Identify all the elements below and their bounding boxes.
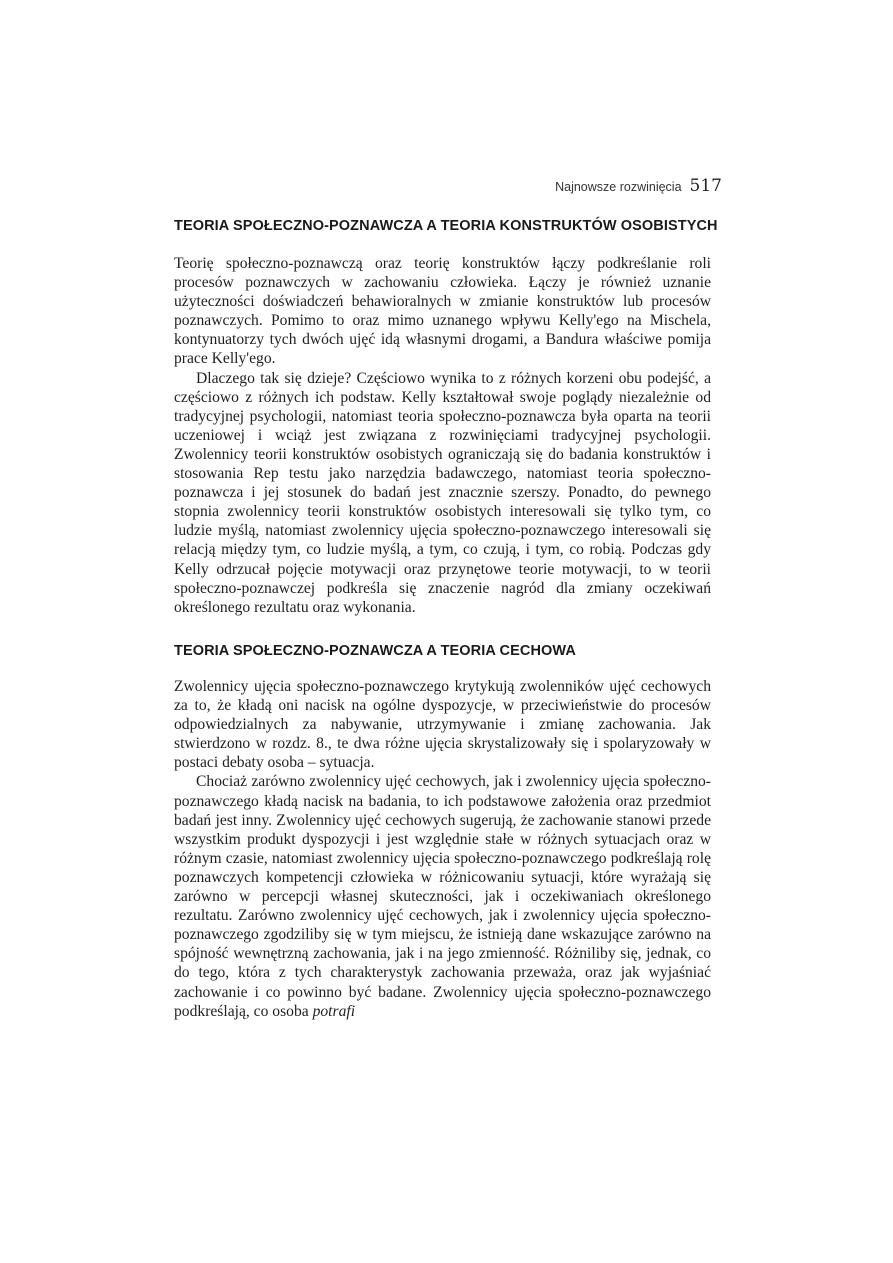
page-number: 517	[689, 176, 722, 196]
paragraph: Dlaczego tak się dzieje? Częściowo wynika to z różnych korzeni obu podejść, a częściowo z różnych ich podstaw. Kelly kształtował swoje poglądy niezależnie od tradycyjnej psychologii, natomiast teoria społeczno-poznawcza była oparta na teorii uczeniowej i wciąż jest związana z rozwinięciami tradycyjnej psychologii. Zwolennicy teorii konstruktów osobistych ograniczają się do badania konstruktów i stosowania Rep testu jako narzędzia badawczego, natomiast teoria społeczno-poznawcza i jej stosunek do badań jest znacznie szerszy. Ponadto, do pewnego stopnia zwolennicy teorii konstruktów osobistych interesowali się tylko tym, co ludzie myślą, natomiast zwolennicy ujęcia społeczno-poznawczego interesowali się relacją między tym, co ludzie myślą, a tym, co czują, i tym, co robią. Podczas gdy Kelly odrzucał pojęcie motywacji oraz przynętowe teorie motywacji, to w teorii społeczno-poznawczej podkreśla się znaczenie nagród dla zmiany oczekiwań określonego rezultatu oraz wykonania.	[174, 369, 711, 616]
paragraph-with-italic-ending	[174, 772, 711, 1020]
section-heading-personal-constructs: TEORIA SPOŁECZNO-POZNAWCZA A TEORIA KONSTRUKTÓW OSOBISTYCH	[174, 218, 718, 234]
section-body-trait-theory	[174, 677, 711, 1021]
section-body-personal-constructs	[174, 254, 711, 617]
running-header	[174, 176, 722, 196]
running-title: Najnowsze rozwinięcia	[555, 180, 682, 194]
paragraph-text: Chociaż zarówno zwolennicy ujęć cechowych, jak i zwolennicy ujęcia społeczno-poznawczego kładą nacisk na badania, to ich podstawowe założenia oraz przedmiot badań jest inny. Zwolennicy ujęć cechowych sugerują, że zachowanie stanowi przede wszystkim produkt dyspozycji i jest względnie stałe w różnych sytuacjach oraz w różnym czasie, natomiast zwolennicy ujęcia społeczno-poznawczego podkreślają rolę poznawczych kompetencji człowieka w różnicowaniu sytuacji, które wyrażają się zarówno w percepcji własnej skuteczności, jak i oczekiwaniach określonego rezultatu. Zarówno zwolennicy ujęć cechowych, jak i zwolennicy ujęcia społeczno-poznawczego zgodziliby się w tym miejscu, że istnieją dane wskazujące zarówno na spójność wewnętrzną zachowania, jak i na jego zmienność. Różniliby się, jednak, co do tego, która z tych charakterystyk zachowania przeważa, oraz jak wyjaśniać zachowanie i co powinno być badane. Zwolennicy ujęcia społeczno-poznawczego podkreślają, co osoba	[174, 773, 711, 1020]
paragraph: Zwolennicy ujęcia społeczno-poznawczego krytykują zwolenników ujęć cechowych za to, że kładą oni nacisk na ogólne dyspozycje, w przeciwieństwie do procesów odpowiedzialnych za nabywanie, utrzymywanie i zmianę zachowania. Jak stwierdzono w rozdz. 8., te dwa różne ujęcia skrystalizowały się i spolaryzowały w postaci debaty osoba – sytuacja.	[174, 678, 711, 772]
paragraph: Teorię społeczno-poznawczą oraz teorię konstruktów łączy podkreślanie roli procesów poznawczych w zachowaniu człowieka. Łączy je również uznanie użyteczności doświadczeń behawioralnych w zmianie konstruktów lub procesów poznawczych. Pomimo to oraz mimo uznanego wpływu Kelly'ego na Mischela, kontynuatorzy tych dwóch ujęć idą własnymi drogami, a Bandura właściwe pomija prace Kelly'ego.	[174, 255, 711, 368]
section-heading-trait-theory: TEORIA SPOŁECZNO-POZNAWCZA A TEORIA CECHOWA	[174, 643, 576, 659]
italic-word: potrafi	[312, 1002, 356, 1020]
